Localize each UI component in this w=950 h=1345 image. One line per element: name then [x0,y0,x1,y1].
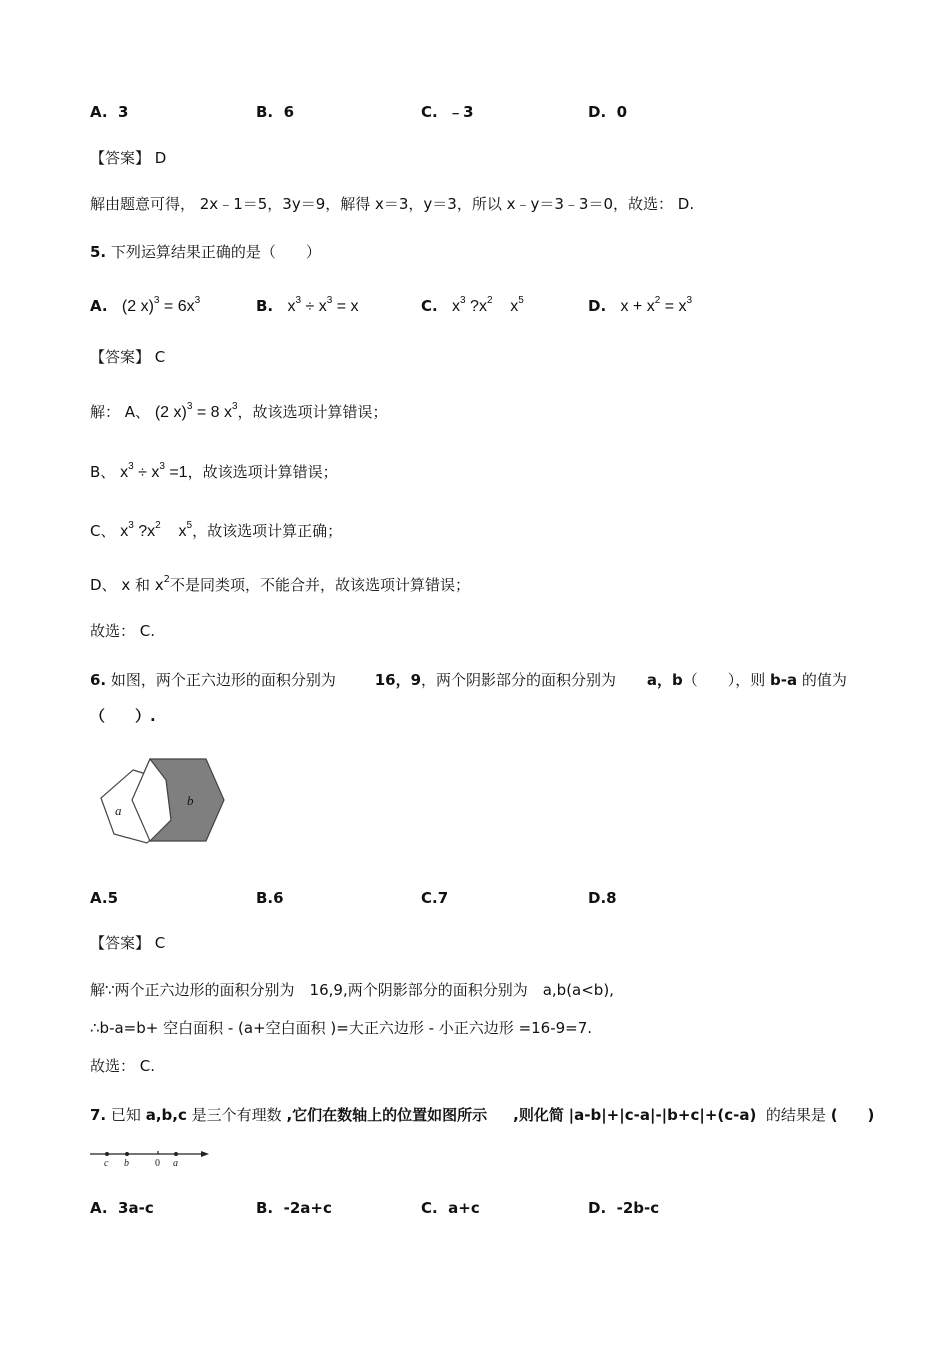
q4-option-d: D. 0 [588,103,628,121]
q7-option-b: B. -2a+c [256,1199,332,1217]
q7-option-d: D. -2b-c [588,1199,660,1217]
q7-stem: 7. 已知 a,b,c 是三个有理数 ,它们在数轴上的位置如图所示 ,则化简 |a-b|+|c-a|-|b+c|+(c-a) 的结果是 ( ) [90,1106,875,1124]
q4-option-b: B. 6 [256,103,295,121]
q6-solution-1: 解∵两个正六边形的面积分别为 16,9,两个阴影部分的面积分别为 a,b(a<b), [90,981,614,999]
q5-conclusion: 故选： C. [90,622,156,640]
label-a: a [173,1158,178,1168]
q7-number-line [90,1148,212,1168]
label-b: b [187,793,194,808]
q6-option-d: D.8 [588,889,617,907]
q6-stem-line2: （ ）. [90,707,156,725]
q7-option-a: A. 3a-c [90,1199,154,1217]
q6-answer: 【答案】 C [90,934,166,952]
label-b: b [124,1158,129,1168]
q5-option-b: B. $x^3 \div x^3 = x$ [256,295,359,315]
label-zero: 0 [155,1158,160,1168]
q5-solution-b: B、 $x^3 \div x^3 =1$，故该选项计算错误； [90,461,338,481]
point-a [174,1152,178,1156]
q5-solution-c: C、 $x^3$ $?x^2$ $x^5$，故该选项计算正确； [90,520,343,540]
axis-arrow [201,1151,209,1157]
q5-option-d: D. $x + x^2 = x^3$ [588,295,693,315]
q6-conclusion: 故选： C. [90,1057,156,1075]
q6-hexagon-figure [96,757,236,849]
q4-option-a: A. 3 [90,103,129,121]
q4-answer: 【答案】 D [90,149,167,167]
q7-option-c: C. a+c [421,1199,480,1217]
point-b [125,1152,129,1156]
q5-option-c: C. $x^3$ $?x^2$ $x^5$ [421,295,524,315]
label-c: c [104,1158,109,1168]
q5-stem: 5. 下列运算结果正确的是（ ） [90,243,321,261]
q4-solution: 解由题意可得， 2x﹣1＝5，3y＝9，解得 x＝3，y＝3，所以 x﹣y＝3﹣3＝0，故选： D. [90,195,695,213]
q6-stem: 6. 如图，两个正六边形的面积分别为 16，9，两个阴影部分的面积分别为 a，b（ ），则 b-a 的值为 [90,671,847,689]
q5-option-a: A. (2 $x)^3 = 6x^3$ [90,295,201,315]
label-a: a [115,803,122,818]
q5-solution-a: 解： A、 (2 x)$^3$ = 8 $x^3$，故该选项计算错误； [90,401,388,421]
q6-option-b: B.6 [256,889,284,907]
q6-option-a: A.5 [90,889,119,907]
q5-answer: 【答案】 C [90,348,166,366]
q4-option-c: C. ﹣3 [421,103,474,121]
point-c [105,1152,109,1156]
q6-option-c: C.7 [421,889,449,907]
q5-solution-d: D、 x 和 $x^2$不是同类项，不能合并，故该选项计算错误； [90,574,470,594]
q6-solution-2: ∴b-a=b+ 空白面积 - (a+空白面积 )=大正六边形 - 小正六边形 =16-9=7. [90,1019,593,1037]
